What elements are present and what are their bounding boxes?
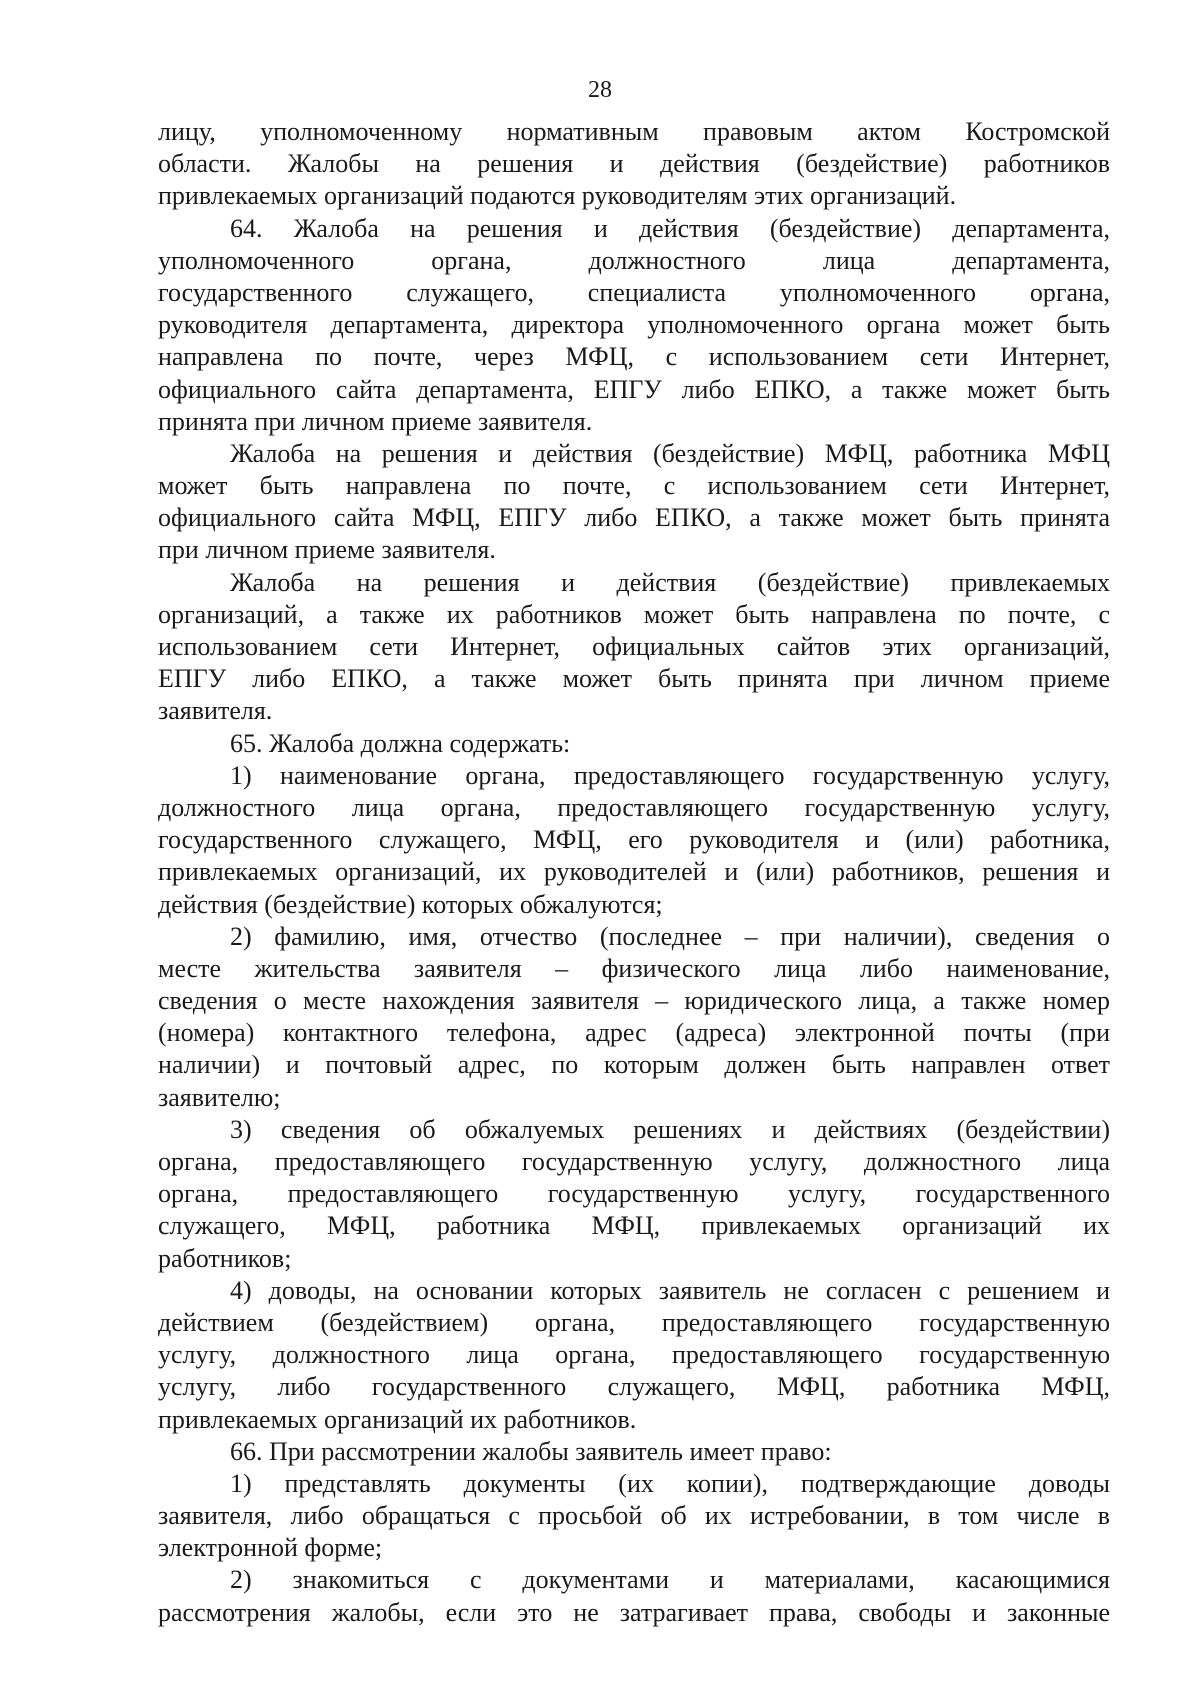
text-line: официального сайта департамента, ЕПГУ либо ЕПКО, а также может быть bbox=[158, 374, 1110, 404]
text-line: органа, предоставляющего государственную услугу, должностного лица bbox=[158, 1147, 1110, 1176]
text-line: служащего, МФЦ, работника МФЦ, привлекаемых организаций их bbox=[158, 1211, 1110, 1241]
page-number: 28 bbox=[588, 77, 612, 103]
text-line: принята при личном приеме заявителя. bbox=[158, 406, 593, 436]
text-line: заявителю; bbox=[158, 1082, 281, 1112]
text-line: заявителя. bbox=[158, 696, 273, 726]
text-line: официального сайта МФЦ, ЕПГУ либо ЕПКО, а также может быть принята bbox=[158, 503, 1110, 533]
text-line: 1) наименование органа, предоставляющего государственную услугу, bbox=[230, 760, 1110, 790]
text-line: руководителя департамента, директора уполномоченного органа может быть bbox=[158, 310, 1110, 340]
text-line: государственного служащего, МФЦ, его руководителя и (или) работника, bbox=[158, 825, 1110, 855]
text-line: работников; bbox=[158, 1243, 292, 1273]
text-line: 2) фамилию, имя, отчество (последнее – при наличии), сведения о bbox=[230, 921, 1110, 951]
text-line: (номера) контактного телефона, адрес (адреса) электронной почты (при bbox=[158, 1018, 1110, 1048]
text-line: действия (бездействие) которых обжалуются; bbox=[158, 889, 663, 919]
text-line: 65. Жалоба должна содержать: bbox=[230, 728, 571, 758]
text-line: действием (бездействием) органа, предоставляющего государственную bbox=[158, 1307, 1110, 1337]
text-line: ЕПГУ либо ЕПКО, а также может быть принята при личном приеме bbox=[158, 664, 1110, 694]
text-line: услугу, либо государственного служащего, МФЦ, работника МФЦ, bbox=[158, 1372, 1110, 1402]
text-line: электронной форме; bbox=[158, 1533, 383, 1563]
text-line: области. Жалобы на решения и действия (бездействие) работников bbox=[158, 149, 1110, 179]
text-line: услугу, должностного лица органа, предоставляющего государственную bbox=[158, 1340, 1110, 1370]
text-line: использованием сети Интернет, официальных сайтов этих организаций, bbox=[158, 632, 1110, 661]
text-line: уполномоченного органа, должностного лица департамента, bbox=[158, 245, 1110, 275]
text-line: 64. Жалоба на решения и действия (бездействие) департамента, bbox=[230, 213, 1110, 243]
text-line: заявителя, либо обращаться с просьбой об их истребовании, в том числе в bbox=[158, 1501, 1110, 1531]
text-line: лицу, уполномоченному нормативным правовым актом Костромской bbox=[158, 117, 1110, 146]
text-line: привлекаемых организаций их работников. bbox=[158, 1404, 637, 1434]
text-line: 1) представлять документы (их копии), подтверждающие доводы bbox=[230, 1468, 1110, 1498]
text-line: Жалоба на решения и действия (бездействие) привлекаемых bbox=[230, 567, 1110, 597]
text-line: 2) знакомиться с документами и материалами, касающимися bbox=[230, 1565, 1110, 1595]
text-line: привлекаемых организаций, их руководителей и (или) работников, решения и bbox=[158, 857, 1110, 887]
text-line: привлекаемых организаций подаются руководителям этих организаций. bbox=[158, 181, 957, 211]
text-line: направлена по почте, через МФЦ, с использованием сети Интернет, bbox=[158, 342, 1110, 372]
text-line: месте жительства заявителя – физического лица либо наименование, bbox=[158, 953, 1110, 983]
text-line: рассмотрения жалобы, если это не затрагивает права, свободы и законные bbox=[158, 1597, 1110, 1627]
text-line: Жалоба на решения и действия (бездействие) МФЦ, работника МФЦ bbox=[230, 438, 1110, 468]
text-line: 66. При рассмотрении жалобы заявитель имеет право: bbox=[230, 1436, 832, 1466]
text-line: органа, предоставляющего государственную услугу, государственного bbox=[158, 1179, 1110, 1209]
text-line: сведения о месте нахождения заявителя – юридического лица, а также номер bbox=[158, 986, 1110, 1016]
text-line: 4) доводы, на основании которых заявитель не согласен с решением и bbox=[230, 1275, 1110, 1305]
document-body bbox=[158, 116, 1110, 1629]
text-line: при личном приеме заявителя. bbox=[158, 535, 496, 565]
text-line: должностного лица органа, предоставляющего государственную услугу, bbox=[158, 792, 1110, 822]
text-line: наличии) и почтовый адрес, по которым должен быть направлен ответ bbox=[158, 1050, 1110, 1080]
text-line: 3) сведения об обжалуемых решениях и действиях (бездействии) bbox=[230, 1114, 1110, 1144]
text-line: государственного служащего, специалиста уполномоченного органа, bbox=[158, 277, 1110, 307]
text-line: организаций, а также их работников может быть направлена по почте, с bbox=[158, 599, 1110, 629]
text-line: может быть направлена по почте, с использованием сети Интернет, bbox=[158, 471, 1110, 501]
